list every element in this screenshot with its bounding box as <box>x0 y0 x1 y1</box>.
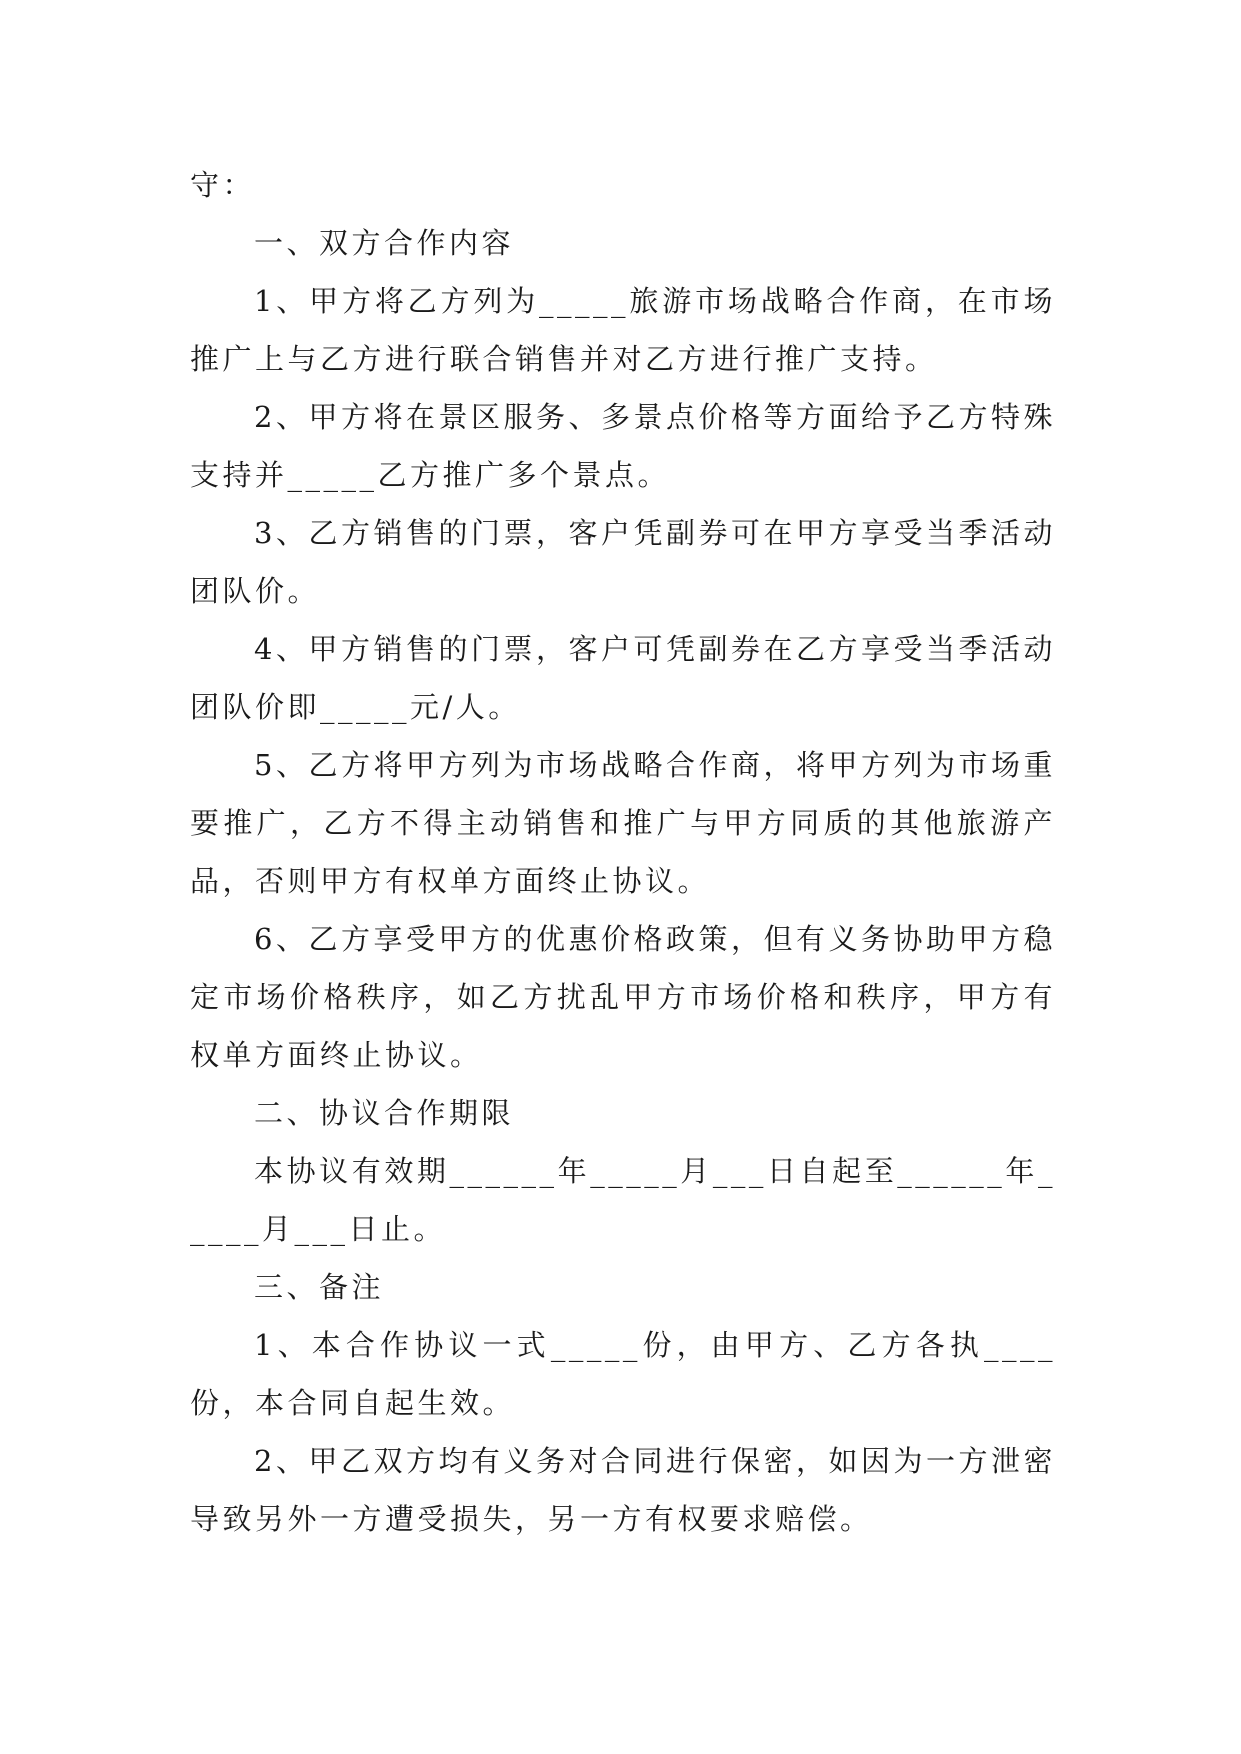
clause-5: 5、乙方将甲方列为市场战略合作商，将甲方列为市场重要推广，乙方不得主动销售和推广与甲方同质的其他旅游产品，否则甲方有权单方面终止协议。 <box>190 748 1056 898</box>
section-heading-remarks: 三、备注 <box>254 1270 385 1304</box>
paragraph-continuation: 守： <box>190 168 256 202</box>
remark-clause-2: 2、甲乙双方均有义务对合同进行保密，如因为一方泄密导致另外一方遭受损失，另一方有权要求赔偿。 <box>190 1444 1056 1536</box>
document-body <box>190 156 1056 1548</box>
section-heading-term: 二、协议合作期限 <box>254 1096 515 1130</box>
clause-3: 3、乙方销售的门票，客户凭副券可在甲方享受当季活动团队价。 <box>190 516 1056 608</box>
remark-clause-1: 1、本合作协议一式_____份，由甲方、乙方各执____份，本合同自起生效。 <box>190 1328 1056 1420</box>
section-heading-cooperation-content: 一、双方合作内容 <box>254 226 515 260</box>
clause-6: 6、乙方享受甲方的优惠价格政策，但有义务协助甲方稳定市场价格秩序，如乙方扰乱甲方市场价格和秩序，甲方有权单方面终止协议。 <box>190 922 1056 1072</box>
term-clause: 本协议有效期______年_____月___日自起至______年_____月___日止。 <box>190 1154 1056 1246</box>
clause-4: 4、甲方销售的门票，客户可凭副券在乙方享受当季活动团队价即_____元/人。 <box>190 632 1056 724</box>
clause-2: 2、甲方将在景区服务、多景点价格等方面给予乙方特殊支持并_____乙方推广多个景点。 <box>190 400 1056 492</box>
clause-1: 1、甲方将乙方列为_____旅游市场战略合作商，在市场推广上与乙方进行联合销售并对乙方进行推广支持。 <box>190 284 1056 376</box>
